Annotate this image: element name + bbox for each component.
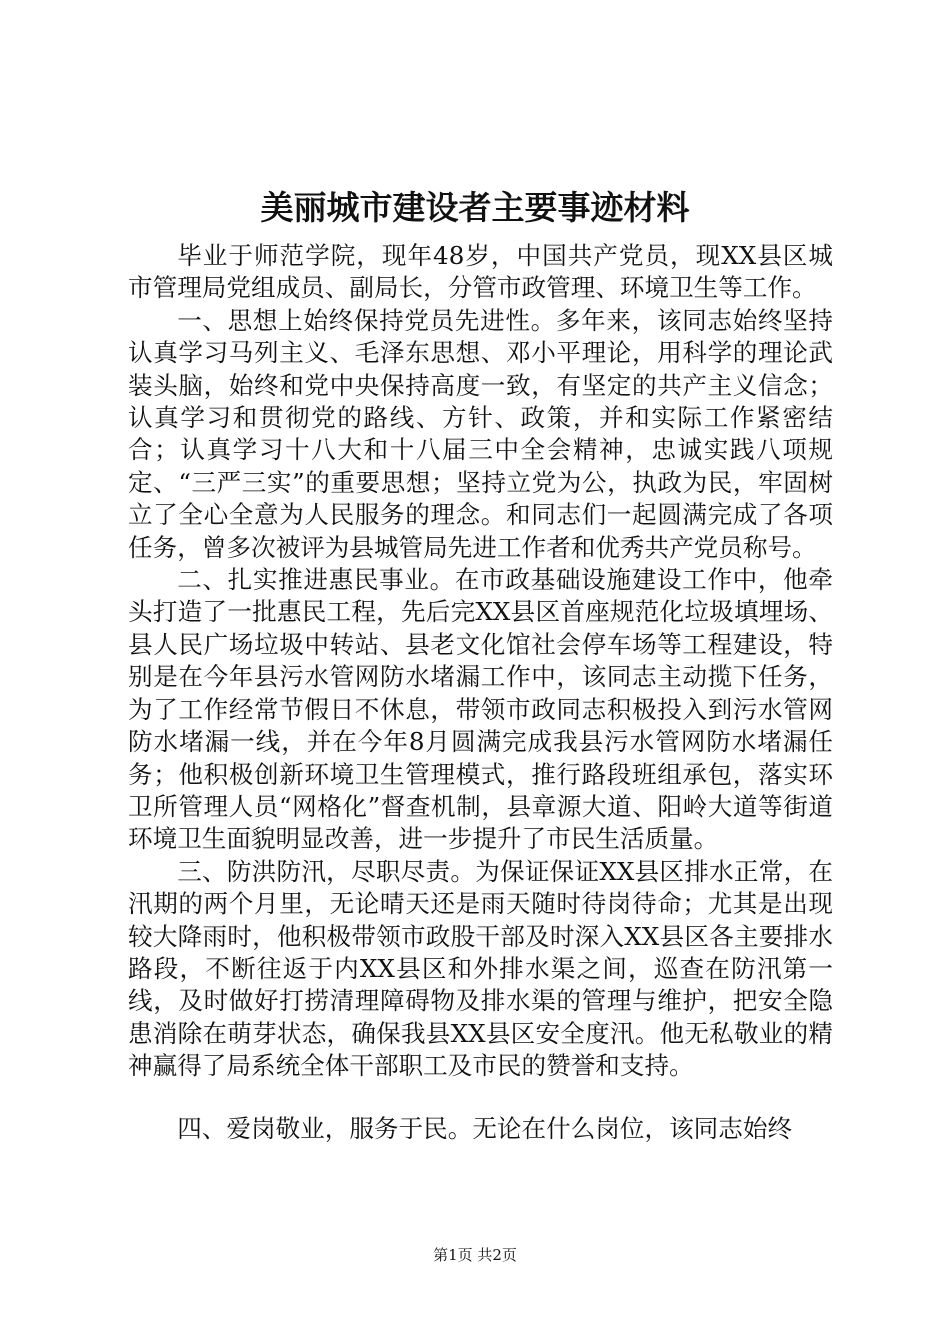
- paragraph-section-4: 四、爱岗敬业，服务于民。无论在什么岗位，该同志始终: [177, 1113, 793, 1143]
- paragraph-section-3: 三、防洪防汛，尽职尽责。为保证保证XX县区排水正常，在汛期的两个月里，无论晴天还是雨天随时待岗待命；尤其是出现较大降雨时，他积极带领市政股干部及时深入XX县区各主要排水路段，不断往返于内XX县区和外排水渠之间，巡查在防汛第一线，及时做好打捞清理障碍物及排水渠的管理与维护，把安全隐患消除在萌芽状态，确保我县XX县区安全度汛。他无私敬业的精神赢得了局系统全体干部职工及市民的赞誉和支持。: [128, 856, 833, 1081]
- document-title: 美丽城市建设者主要事迹材料: [260, 188, 690, 227]
- page-number-footer: 第1页 共2页: [433, 1246, 517, 1264]
- paragraph-section-1: 一、思想上始终保持党员先进性。多年来，该同志始终坚持认真学习马列主义、毛泽东思想、邓小平理论，用科学的理论武装头脑，始终和党中央保持高度一致，有坚定的共产主义信念；认真学习和贯彻党的路线、方针、政策，并和实际工作紧密结合；认真学习十八大和十八届三中全会精神，忠诚实践八项规定、“三严三实”的重要思想；坚持立党为公，执政为民，牢固树立了全心全意为人民服务的理念。和同志们一起圆满完成了各项任务，曾多次被评为县城管局先进工作者和优秀共产党员称号。: [128, 305, 833, 562]
- document-body: [128, 240, 833, 1145]
- paragraph-section-2: 二、扎实推进惠民事业。在市政基础设施建设工作中，他牵头打造了一批惠民工程，先后完XX县区首座规范化垃圾填埋场、县人民广场垃圾中转站、县老文化馆社会停车场等工程建设，特别是在今年县污水管网防水堵漏工作中，该同志主动揽下任务，为了工作经常节假日不休息，带领市政同志积极投入到污水管网防水堵漏一线，并在今年8月圆满完成我县污水管网防水堵漏任务；他积极创新环境卫生管理模式，推行路段班组承包，落实环卫所管理人员“网格化”督查机制，县章源大道、阳岭大道等街道环境卫生面貌明显改善，进一步提升了市民生活质量。: [128, 565, 833, 854]
- paragraph-intro: 毕业于师范学院，现年48岁，中国共产党员，现XX县区城市管理局党组成员、副局长，分管市政管理、环境卫生等工作。: [128, 241, 833, 303]
